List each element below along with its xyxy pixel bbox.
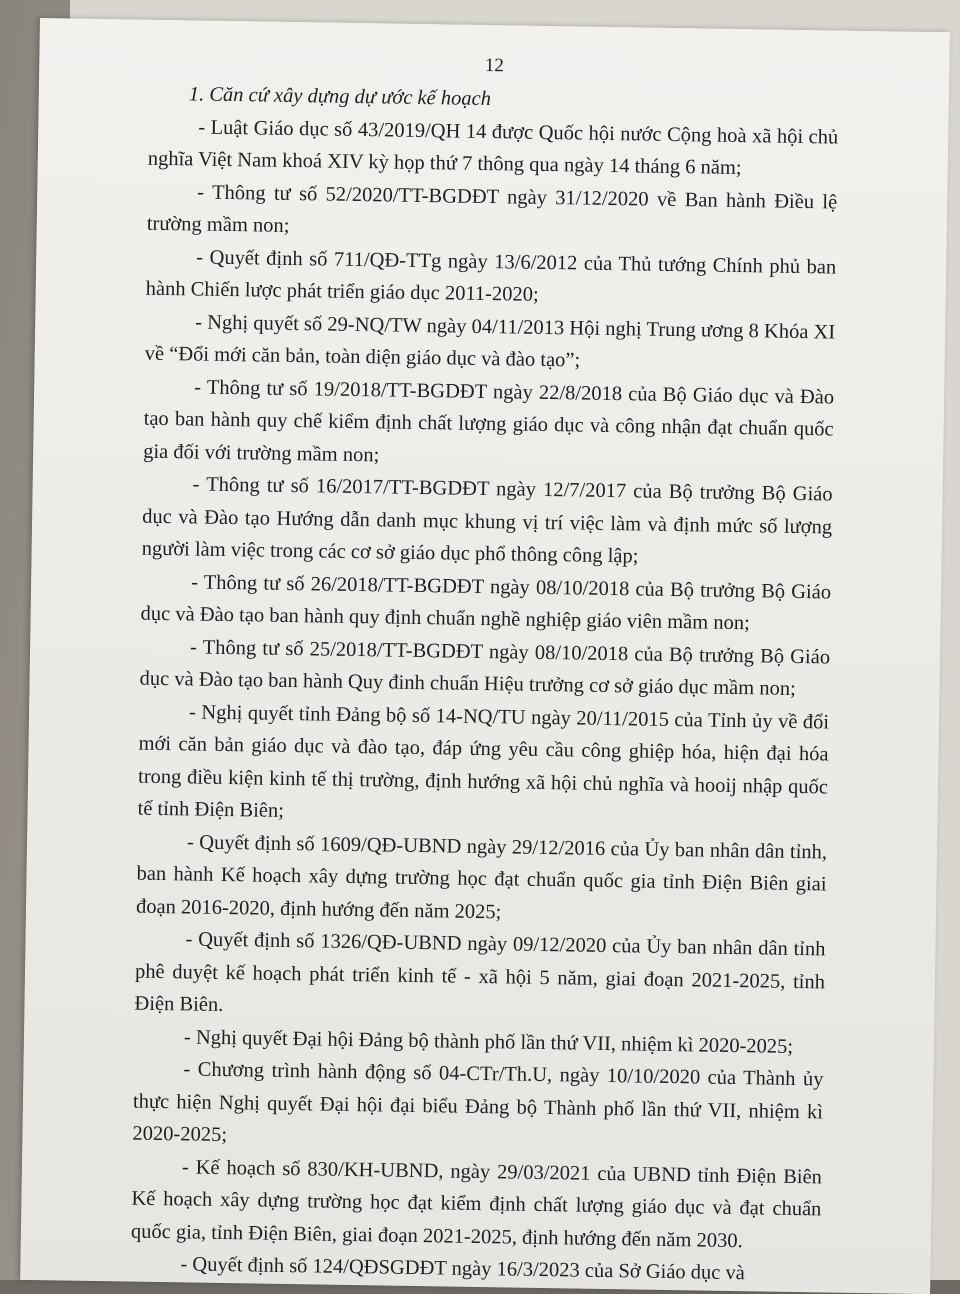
legal-basis-item: - Chương trình hành động số 04-CTr/Th.U, ngày 10/10/2020 của Thành ủy thực hiện Nghị quyết Đại hội đại biểu Đảng bộ Thành phố lần thứ VII, nhiệm kì 2020-2025; (132, 1058, 824, 1147)
legal-basis-item: - Nghị quyết tỉnh Đảng bộ số 14-NQ/TU ngày 20/11/2015 của Tỉnh ủy về đổi mới căn bản giáo dục và đào tạo, đáp ứng yêu cầu công ghiệp hóa, hiện đại hóa trong điều kiện kinh tế thị trường, định hướng xã hội chủ nghĩa và hooij nhập quốc tế tỉnh Điện Biên; (137, 700, 830, 822)
legal-basis-item: - Kế hoạch số 830/KH-UBND, ngày 29/03/2021 của UBND tỉnh Điện Biên Kế hoạch xây dựng trường học đạt kiểm định chất lượng giáo dục và đạt chuẩn quốc gia, tỉnh Điện Biên, giai đoạn 2021-2025, định hướng đến năm 2030. (130, 1155, 823, 1252)
legal-basis-item: - Quyết định số 1609/QĐ-UBND ngày 29/12/2016 của Ủy ban nhân dân tỉnh, ban hành Kế hoạch xây dựng trường học đạt chuẩn quốc gia tỉnh Điện Biên giai đoạn 2016-2020, định hướng đến năm 2025; (135, 830, 828, 923)
legal-basis-item: - Quyết định số 1326/QĐ-UBND ngày 09/12/2020 của Ủy ban nhân dân tỉnh phê duyệt kế hoạch phát triển kinh tế - xã hội 5 năm, giai đoạn 2021-2025, tỉnh Điện Biên. (134, 928, 826, 1017)
document-page (20, 18, 950, 1294)
legal-basis-item: - Thông tư số 52/2020/TT-BGDĐT ngày 31/12/2020 về Ban hành Điều lệ trường mầm non; (146, 180, 838, 237)
legal-basis-item: - Thông tư số 26/2018/TT-BGDĐT ngày 08/10/2018 của Bộ trưởng Bộ Giáo dục và Đào tạo ban hành quy định chuẩn nghề nghiệp giáo viên mầm non; (140, 570, 832, 635)
page-number: 12 (484, 54, 504, 77)
legal-basis-item: - Quyết định số 124/QĐSGDĐT ngày 16/3/2023 của Sở Giáo dục và (180, 1253, 746, 1285)
legal-basis-item: - Nghị quyết Đại hội Đảng bộ thành phố lần thứ VII, nhiệm kì 2020-2025; (183, 1025, 794, 1058)
legal-basis-item: - Luật Giáo dục số 43/2019/QH 14 được Quốc hội nước Cộng hoà xã hội chủ nghĩa Việt Nam khoá XIV kỳ họp thứ 7 thông qua ngày 14 tháng 6 năm; (147, 116, 839, 180)
legal-basis-item: - Nghị quyết số 29-NQ/TW ngày 04/11/2013 Hội nghị Trung ương 8 Khóa XI về “Đổi mới căn bản, toàn diện giáo dục và đào tạo”; (144, 310, 836, 372)
legal-basis-item: - Quyết định số 711/QĐ-TTg ngày 13/6/2012 của Thủ tướng Chính phủ ban hành Chiến lược phát triển giáo dục 2011-2020; (145, 245, 837, 306)
document-body (130, 78, 839, 1291)
section-heading: 1. Căn cứ xây dựng dự ước kế hoạch (188, 83, 492, 111)
legal-basis-item: - Thông tư số 25/2018/TT-BGDĐT ngày 08/10/2018 của Bộ trưởng Bộ Giáo dục và Đào tạo ban hành Quy đinh chuẩn Hiệu trưởng cơ sở giáo dục mầm non; (139, 635, 831, 700)
legal-basis-item: - Thông tư số 19/2018/TT-BGDĐT ngày 22/8/2018 của Bộ Giáo dục và Đào tạo ban hành quy chế kiểm định chất lượng giáo dục và công nhận đạt chuẩn quốc gia đối với trường mầm non; (143, 375, 835, 466)
legal-basis-item: - Thông tư số 16/2017/TT-BGDĐT ngày 12/7/2017 của Bộ trưởng Bộ Giáo dục và Đào tạo Hướng dẫn danh mục khung vị trí việc làm và định mức số lượng người làm việc trong các cơ sở giáo dục phổ thông công lập; (141, 473, 833, 568)
